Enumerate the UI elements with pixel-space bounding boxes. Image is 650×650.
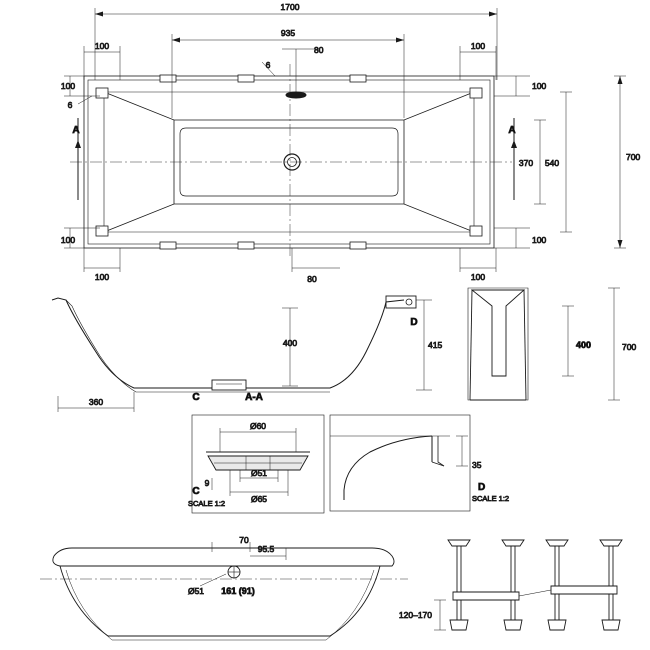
end-elevation-view — [468, 288, 636, 400]
dim-inner-width-540: 540 — [544, 158, 560, 168]
dim-corner-100-tl: 100 — [94, 41, 110, 51]
plan-dimensions — [64, 8, 626, 272]
leg-frame-view — [399, 540, 622, 630]
dim-edge-100-right-bottom: 100 — [532, 235, 547, 245]
dim-front-waste-51: Ø51 — [187, 586, 205, 596]
dim-front-offset-70: 70 — [239, 535, 249, 545]
dim-detail-c-60: Ø60 — [249, 421, 267, 431]
dim-inner-width-370: 370 — [518, 158, 534, 168]
detail-mark-c: C — [192, 392, 200, 403]
dim-edge-100-left-bottom: 100 — [60, 235, 76, 245]
dim-height-415: 415 — [428, 340, 443, 350]
dim-thickness-6-left: 6 — [67, 100, 73, 110]
detail-d-scale: SCALE 1:2 — [472, 494, 510, 503]
dim-waste-offset-bottom: 80 — [307, 274, 317, 284]
dim-overall-length: 1700 — [280, 2, 300, 12]
dim-waste-offset-top: 80 — [314, 45, 324, 55]
dim-leg-adjust-range: 120–170 — [398, 610, 432, 620]
dim-thickness-6-top: 6 — [265, 60, 271, 70]
dim-corner-100-br: 100 — [470, 272, 486, 282]
dim-front-95-5: 95.5 — [257, 544, 275, 554]
section-aa-label: A-A — [245, 392, 263, 403]
dim-end-overall-700: 700 — [622, 342, 637, 352]
section-mark-right-a: A — [508, 125, 516, 136]
detail-c-view — [188, 415, 324, 513]
dim-detail-c-51: Ø51 — [250, 468, 268, 478]
dim-detail-c-65: Ø65 — [250, 494, 268, 504]
detail-d-view — [330, 415, 509, 511]
dim-inner-length: 935 — [280, 28, 296, 38]
detail-c-label: C — [192, 486, 200, 497]
dim-corner-100-tr: 100 — [470, 41, 486, 51]
dim-depth-400: 400 — [282, 338, 298, 348]
dim-front-161-91: 161 (91) — [221, 586, 255, 596]
dim-edge-100-left-top: 100 — [60, 81, 76, 91]
detail-mark-d: D — [410, 317, 418, 328]
section-aa-view — [52, 296, 442, 412]
detail-d-label: D — [478, 482, 486, 493]
dim-end-inner-400: 400 — [576, 340, 592, 350]
section-mark-left-a: A — [72, 125, 80, 136]
front-elevation-view — [40, 535, 408, 640]
dim-corner-100-bl: 100 — [94, 272, 110, 282]
dim-overall-width: 700 — [626, 152, 641, 162]
dim-edge-100-right-top: 100 — [532, 81, 547, 91]
dim-base-360: 360 — [88, 397, 104, 407]
dim-detail-d-35: 35 — [472, 460, 482, 470]
detail-c-scale: SCALE 1:2 — [188, 499, 226, 508]
dim-detail-c-9: 9 — [204, 478, 210, 488]
